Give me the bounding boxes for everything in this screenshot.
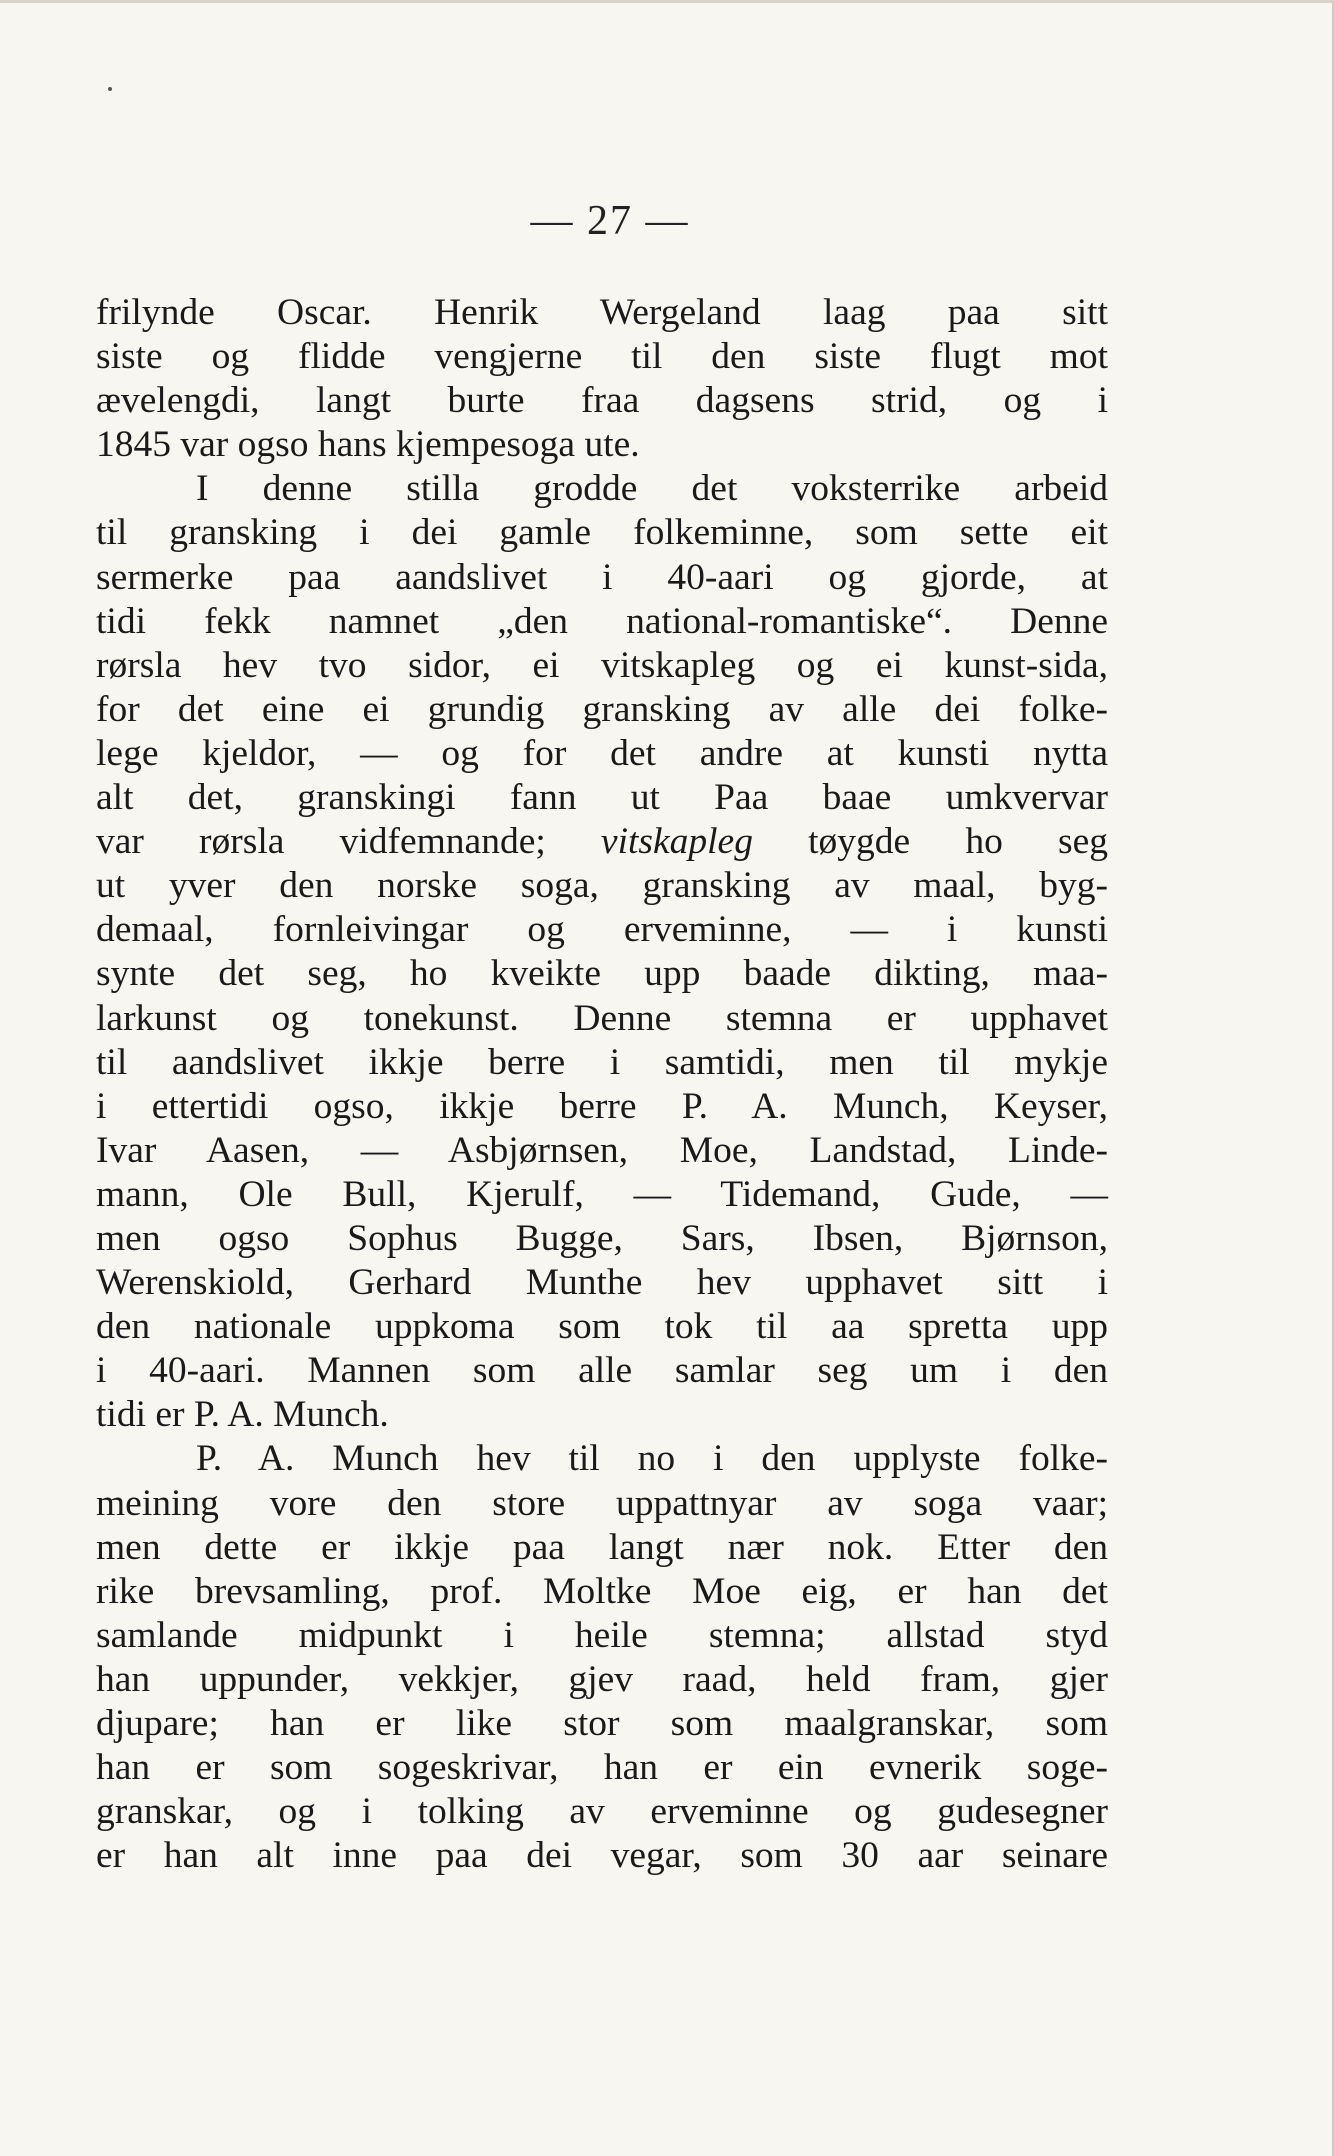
text-line: P. A. Munch hev til no i den upplyste folke- [196,1438,1108,1480]
text-line: han uppunder, vekkjer, gjev raad, held fram, gjer [96,1658,1108,1700]
ink-speck [108,87,112,91]
text-line: mann, Ole Bull, Kjerulf, — Tidemand, Gude, — [96,1173,1108,1215]
text-line: den nationale uppkoma som tok til aa spretta upp [96,1306,1108,1348]
text-line: er han alt inne paa dei vegar, som 30 aar seinare [96,1835,1108,1877]
text-line: ut yver den norske soga, gransking av maal, byg- [96,865,1108,907]
text-segment: tøygde ho seg [752,821,1108,863]
text-line: I denne stilla grodde det voksterrike arbeid [196,468,1108,510]
italic-word: vitskapleg [600,821,753,863]
text-line: han er som sogeskrivar, han er ein evnerik soge- [96,1747,1108,1789]
text-line: siste og flidde vengjerne til den siste flugt mot [96,336,1108,378]
text-line: samlande midpunkt i heile stemna; allstad styd [96,1614,1108,1656]
text-line: alt det, granskingi fann ut Paa baae umkvervar [96,777,1108,819]
text-line: til gransking i dei gamle folkeminne, som sette eit [96,512,1108,554]
text-line: til aandslivet ikkje berre i samtidi, men til mykje [96,1041,1108,1083]
text-line: Ivar Aasen, — Asbjørnsen, Moe, Landstad, Linde- [96,1129,1108,1171]
text-line: djupare; han er like stor som maalgranskar, som [96,1703,1108,1744]
text-segment: var rørsla vidfemnande; [96,821,546,863]
text-line: i 40-aari. Mannen som alle samlar seg um i den [96,1350,1108,1392]
page-number: — 27 — [530,198,690,244]
text-line: rike brevsamling, prof. Moltke Moe eig, er han det [96,1570,1108,1612]
text-line: frilynde Oscar. Henrik Wergeland laag paa sitt [96,292,1108,333]
text-line: for det eine ei grundig gransking av alle dei folke- [96,688,1108,730]
text-line: granskar, og i tolking av erveminne og gudesegner [96,1791,1108,1833]
text-line: tidi er P. A. Munch. [96,1394,389,1436]
text-line: rørsla hev tvo sidor, ei vitskapleg og ei kunst-sida, [96,644,1108,686]
body-text [96,291,1108,1878]
text-line: demaal, fornleivingar og erveminne, — i kunsti [96,909,1108,951]
text-line: sermerke paa aandslivet i 40-aari og gjorde, at [96,556,1108,598]
text-line: larkunst og tonekunst. Denne stemna er upphavet [96,997,1108,1039]
text-line: men dette er ikkje paa langt nær nok. Etter den [96,1526,1108,1568]
text-line: i ettertidi ogso, ikkje berre P. A. Munch, Keyser, [96,1085,1108,1127]
text-line: men ogso Sophus Bugge, Sars, Ibsen, Bjørnson, [96,1217,1108,1259]
text-line: ævelengdi, langt burte fraa dagsens strid, og i [96,380,1108,422]
text-line: meining vore den store uppattnyar av soga vaar; [96,1482,1108,1524]
text-line-mixed [96,820,1108,864]
text-line: lege kjeldor, — og for det andre at kunsti nytta [96,732,1108,774]
text-line: synte det seg, ho kveikte upp baade dikting, maa- [96,953,1108,995]
text-line: 1845 var ogso hans kjempesoga ute. [96,424,640,466]
text-line: Werenskiold, Gerhard Munthe hev upphavet sitt i [96,1262,1108,1304]
text-line: tidi fekk namnet „den national-romantiske“. Denne [96,600,1108,642]
